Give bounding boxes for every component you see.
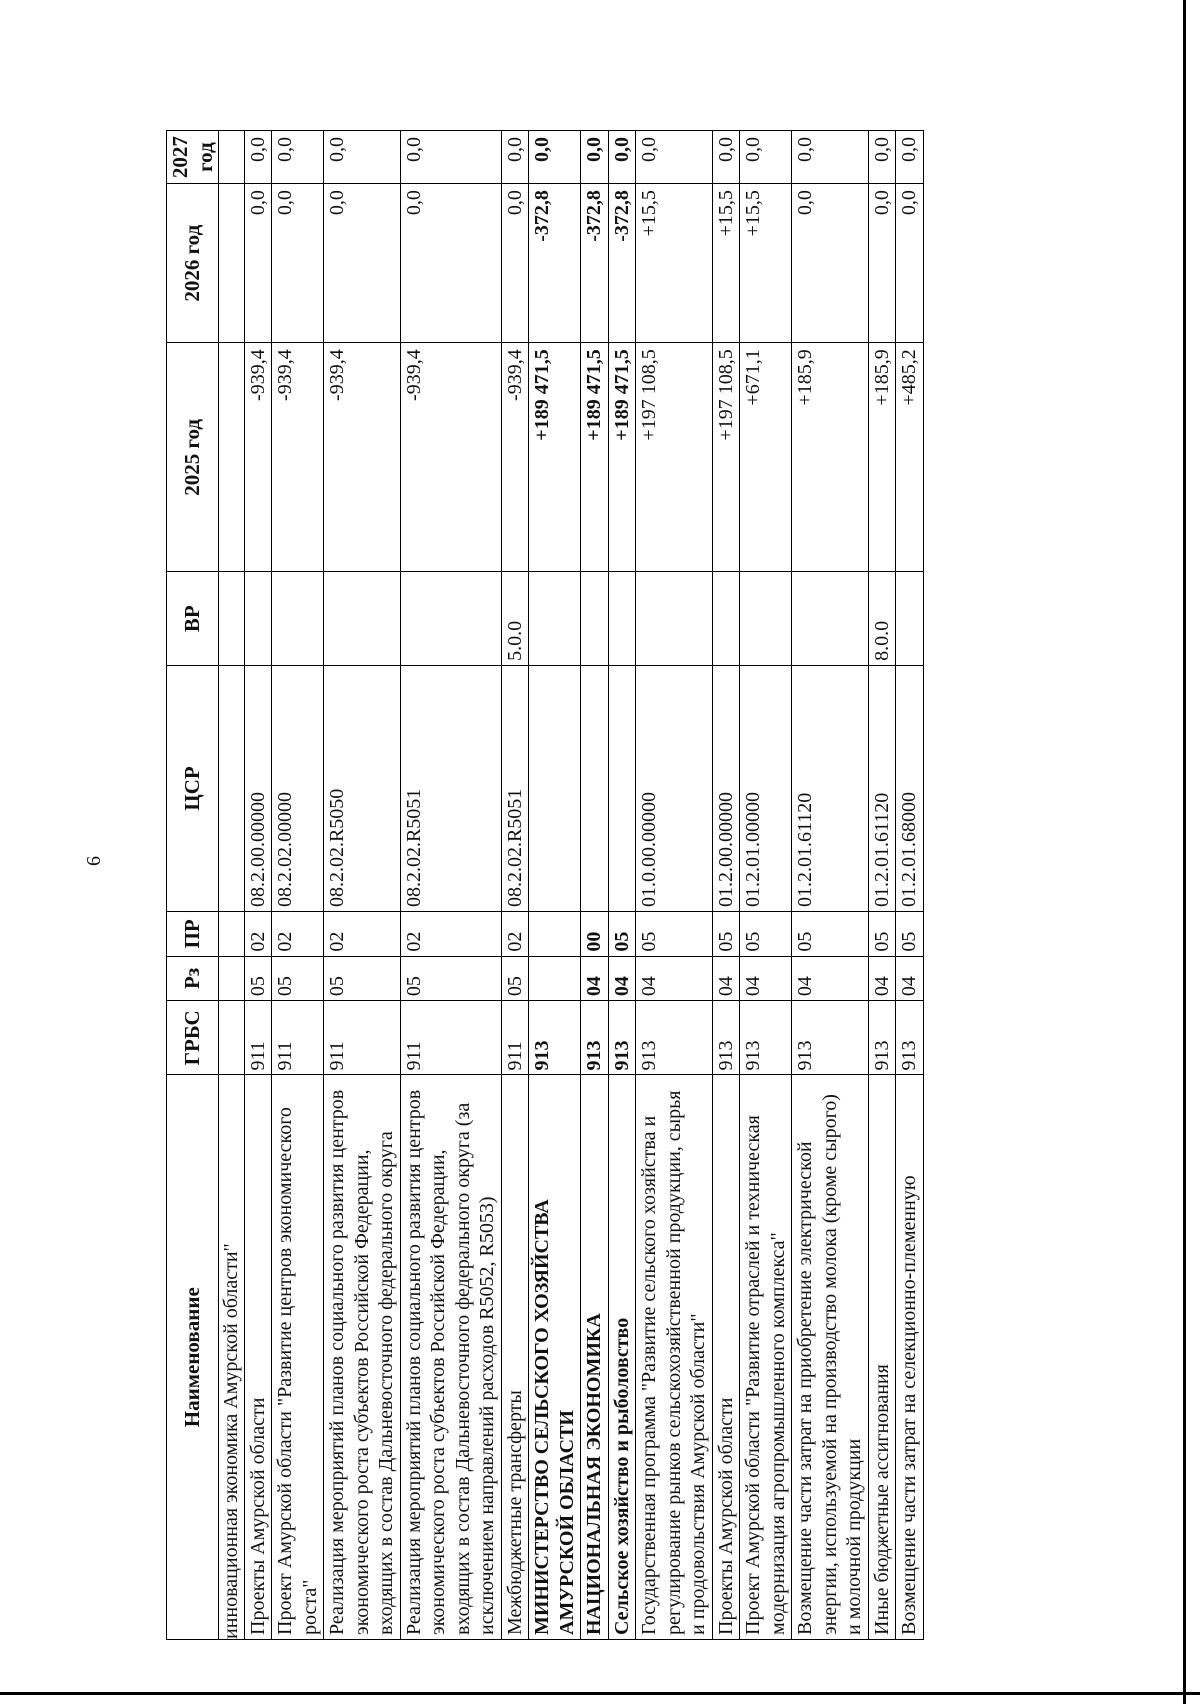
cell-rz: 04: [792, 956, 869, 1001]
cell-2027: 0,0: [896, 131, 924, 184]
cell-name: Проекты Амурской области: [712, 1075, 740, 1640]
cell-grbs: 911: [501, 1001, 529, 1075]
cell-pr: 02: [272, 912, 324, 957]
cell-rz: 05: [244, 956, 272, 1001]
cell-name: Межбюджетные трансферты: [501, 1075, 529, 1640]
cell-2027: 0,0: [324, 131, 401, 184]
cell-2025: [219, 343, 245, 572]
cell-2027: 0,0: [581, 131, 609, 184]
cell-name: Проекты Амурской области: [244, 1075, 272, 1640]
cell-rz: 04: [896, 956, 924, 1001]
cell-2025: +189 471,5: [581, 343, 609, 572]
cell-2026: +15,5: [740, 184, 792, 343]
cell-2027: 0,0: [712, 131, 740, 184]
cell-name: Возмещение части затрат на приобретение электрической энергии, используемой на производство молока (кроме сырого) и молочной продукции: [792, 1075, 869, 1640]
cell-pr: 00: [581, 912, 609, 957]
cell-2025: +189 471,5: [608, 343, 636, 572]
cell-2025: -939,4: [324, 343, 401, 572]
cell-name: Иные бюджетные ассигнования: [868, 1075, 896, 1640]
cell-rz: 05: [400, 956, 501, 1001]
table-row: [792, 131, 869, 1640]
table-row: [529, 131, 581, 1640]
cell-name: инновационная экономика Амурской области": [219, 1075, 245, 1640]
cell-rz: 04: [740, 956, 792, 1001]
cell-name: Проект Амурской области "Развитие отраслей и техническая модернизация агропромышленного комплекса": [740, 1075, 792, 1640]
cell-csr: 08.2.00.00000: [244, 665, 272, 911]
cell-name: НАЦИОНАЛЬНАЯ ЭКОНОМИКА: [581, 1075, 609, 1640]
table-row: [501, 131, 529, 1640]
cell-vr: [244, 572, 272, 665]
cell-vr: [896, 572, 924, 665]
cell-2027: 0,0: [868, 131, 896, 184]
cell-2027: 0,0: [501, 131, 529, 184]
cell-2027: 0,0: [608, 131, 636, 184]
cell-rz: 04: [636, 956, 713, 1001]
cell-vr: [529, 572, 581, 665]
cell-pr: 05: [608, 912, 636, 957]
cell-grbs: 913: [581, 1001, 609, 1075]
cell-vr: [608, 572, 636, 665]
page-bottom-border: [0, 1692, 1200, 1695]
cell-csr: 08.2.02.R5051: [501, 665, 529, 911]
cell-grbs: 913: [896, 1001, 924, 1075]
cell-2025: +671,1: [740, 343, 792, 572]
cell-csr: [219, 665, 245, 911]
cell-2027: [219, 131, 245, 184]
cell-grbs: [219, 1001, 245, 1075]
cell-name: Проект Амурской области "Развитие центров экономического роста": [272, 1075, 324, 1640]
cell-rz: 04: [608, 956, 636, 1001]
header-rz: Рз: [167, 956, 219, 1001]
cell-rz: [529, 956, 581, 1001]
cell-2027: 0,0: [529, 131, 581, 184]
cell-2025: +485,2: [896, 343, 924, 572]
cell-grbs: 913: [740, 1001, 792, 1075]
table-row: [400, 131, 501, 1640]
cell-rz: 05: [324, 956, 401, 1001]
table-row: [608, 131, 636, 1640]
cell-2027: 0,0: [244, 131, 272, 184]
table-row: [712, 131, 740, 1640]
cell-rz: 05: [272, 956, 324, 1001]
cell-pr: 02: [400, 912, 501, 957]
cell-name: Реализация мероприятий планов социального развития центров экономического роста субъектов Российской Федерации, входящих в состав Дальневосточного федерального округа: [324, 1075, 401, 1640]
header-row: [167, 131, 219, 1640]
cell-grbs: 913: [868, 1001, 896, 1075]
cell-vr: [219, 572, 245, 665]
cell-name: Реализация мероприятий планов социального развития центров экономического роста субъектов Российской Федерации, входящих в состав Дальневосточного федерального округа (за исключением направлений расходов R5052, R5053): [400, 1075, 501, 1640]
cell-2026: 0,0: [400, 184, 501, 343]
table-row: [581, 131, 609, 1640]
page-right-border: [1183, 0, 1186, 1704]
table-body: [219, 131, 924, 1640]
cell-name: Государственная программа "Развитие сельского хозяйства и регулирование рынков сельскохозяйственной продукции, сырья и продовольствия Амурской области": [636, 1075, 713, 1640]
cell-2025: +185,9: [792, 343, 869, 572]
cell-csr: 08.2.02.R5051: [400, 665, 501, 911]
cell-2025: +185,9: [868, 343, 896, 572]
cell-csr: 01.2.01.61120: [868, 665, 896, 911]
cell-csr: [529, 665, 581, 911]
cell-2026: 0,0: [324, 184, 401, 343]
table-row: [272, 131, 324, 1640]
cell-grbs: 911: [272, 1001, 324, 1075]
table-row: [324, 131, 401, 1640]
cell-vr: 8.0.0: [868, 572, 896, 665]
table-row: [896, 131, 924, 1640]
cell-2026: 0,0: [501, 184, 529, 343]
cell-pr: [219, 912, 245, 957]
cell-vr: [324, 572, 401, 665]
cell-grbs: 913: [792, 1001, 869, 1075]
cell-2026: 0,0: [896, 184, 924, 343]
header-2026: 2026 год: [167, 184, 219, 343]
cell-vr: [581, 572, 609, 665]
cell-rz: 05: [501, 956, 529, 1001]
cell-rz: 04: [712, 956, 740, 1001]
cell-2027: 0,0: [740, 131, 792, 184]
cell-pr: 02: [244, 912, 272, 957]
cell-2026: 0,0: [272, 184, 324, 343]
cell-2026: 0,0: [244, 184, 272, 343]
cell-name: Сельское хозяйство и рыболовство: [608, 1075, 636, 1640]
table-row: [636, 131, 713, 1640]
cell-name: Возмещение части затрат на селекционно-племенную: [896, 1075, 924, 1640]
header-vr: ВР: [167, 572, 219, 665]
cell-2026: -372,8: [608, 184, 636, 343]
cell-csr: 01.0.00.00000: [636, 665, 713, 911]
cell-grbs: 911: [244, 1001, 272, 1075]
table-row: [219, 131, 245, 1640]
cell-csr: 01.2.01.00000: [740, 665, 792, 911]
cell-2025: +189 471,5: [529, 343, 581, 572]
cell-rz: 04: [581, 956, 609, 1001]
cell-pr: 05: [792, 912, 869, 957]
cell-grbs: 913: [608, 1001, 636, 1075]
cell-vr: [400, 572, 501, 665]
cell-2027: 0,0: [636, 131, 713, 184]
cell-pr: 05: [712, 912, 740, 957]
header-grbs: ГРБС: [167, 1001, 219, 1075]
cell-2026: 0,0: [868, 184, 896, 343]
cell-rz: [219, 956, 245, 1001]
cell-2027: 0,0: [792, 131, 869, 184]
cell-grbs: 911: [400, 1001, 501, 1075]
header-csr: ЦСР: [167, 665, 219, 911]
table-row: [868, 131, 896, 1640]
cell-pr: 05: [740, 912, 792, 957]
cell-2026: +15,5: [712, 184, 740, 343]
rotated-table-container: [166, 130, 1006, 1640]
cell-2026: [219, 184, 245, 343]
cell-2026: -372,8: [529, 184, 581, 343]
cell-2025: -939,4: [272, 343, 324, 572]
cell-pr: 05: [636, 912, 713, 957]
cell-rz: 04: [868, 956, 896, 1001]
cell-csr: 01.2.01.61120: [792, 665, 869, 911]
cell-pr: 05: [896, 912, 924, 957]
cell-grbs: 913: [712, 1001, 740, 1075]
budget-table: [166, 130, 924, 1640]
cell-csr: [608, 665, 636, 911]
cell-vr: [712, 572, 740, 665]
page-number: 6: [83, 856, 105, 866]
cell-pr: 02: [501, 912, 529, 957]
cell-csr: 01.2.00.00000: [712, 665, 740, 911]
cell-csr: 01.2.01.68000: [896, 665, 924, 911]
cell-pr: [529, 912, 581, 957]
cell-csr: 08.2.02.R5050: [324, 665, 401, 911]
cell-name: МИНИСТЕРСТВО СЕЛЬСКОГО ХОЗЯЙСТВА АМУРСКОЙ ОБЛАСТИ: [529, 1075, 581, 1640]
cell-csr: [581, 665, 609, 911]
cell-vr: [272, 572, 324, 665]
cell-pr: 02: [324, 912, 401, 957]
cell-vr: [740, 572, 792, 665]
cell-csr: 08.2.02.00000: [272, 665, 324, 911]
cell-pr: 05: [868, 912, 896, 957]
cell-vr: [792, 572, 869, 665]
cell-vr: 5.0.0: [501, 572, 529, 665]
cell-2027: 0,0: [400, 131, 501, 184]
cell-2025: +197 108,5: [712, 343, 740, 572]
table-row: [740, 131, 792, 1640]
cell-2026: -372,8: [581, 184, 609, 343]
cell-2026: 0,0: [792, 184, 869, 343]
header-2027: 2027 год: [167, 131, 219, 184]
cell-2025: -939,4: [501, 343, 529, 572]
cell-grbs: 913: [636, 1001, 713, 1075]
cell-vr: [636, 572, 713, 665]
cell-2025: -939,4: [244, 343, 272, 572]
cell-2027: 0,0: [272, 131, 324, 184]
table-row: [244, 131, 272, 1640]
header-pr: ПР: [167, 912, 219, 957]
cell-grbs: 913: [529, 1001, 581, 1075]
cell-grbs: 911: [324, 1001, 401, 1075]
header-name: Наименование: [167, 1075, 219, 1640]
cell-2025: -939,4: [400, 343, 501, 572]
cell-2026: +15,5: [636, 184, 713, 343]
cell-2025: +197 108,5: [636, 343, 713, 572]
header-2025: 2025 год: [167, 343, 219, 572]
